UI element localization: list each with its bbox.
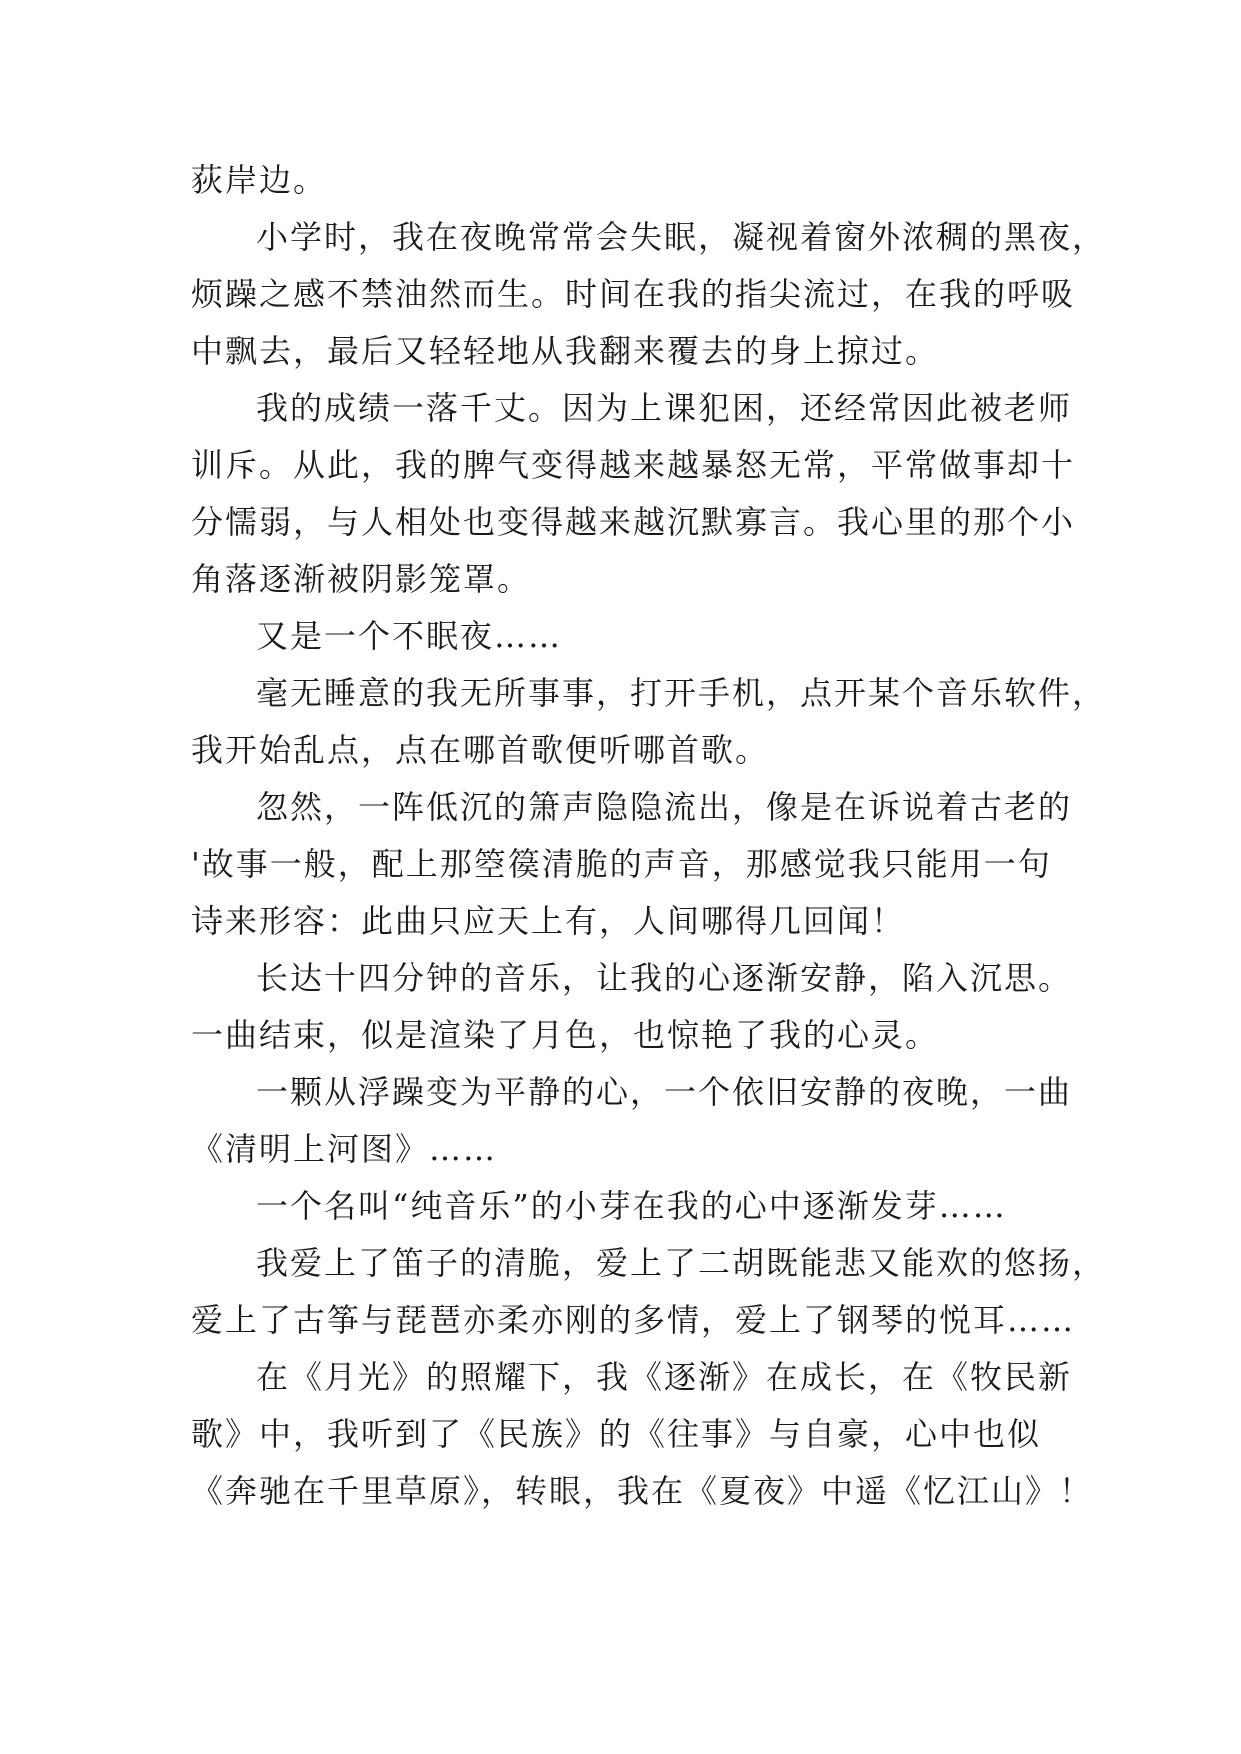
text-line: 训斥。从此，我的脾气变得越来越暴怒无常，平常做事却十 [191, 446, 1076, 484]
text-line: 歌》中，我听到了《民族》的《往事》与自豪，心中也似 [191, 1415, 1042, 1453]
text-line: 在《月光》的照耀下，我《逐渐》在成长，在《牧民新 [256, 1358, 1073, 1396]
text-line: 烦躁之感不禁油然而生。时间在我的指尖流过，在我的呼吸 [191, 275, 1076, 313]
text-line: 长达十四分钟的音乐，让我的心逐渐安静，陷入沉思。 [256, 959, 1073, 997]
text-line: 我爱上了笛子的清脆，爱上了二胡既能悲又能欢的悠扬， [256, 1244, 1107, 1282]
text-line: 小学时，我在夜晚常常会失眠，凝视着窗外浓稠的黑夜， [256, 218, 1107, 256]
text-line: 《奔驰在千里草原》，转眼，我在《夏夜》中遥《忆江山》！ [191, 1472, 1094, 1510]
text-line: 一颗从浮躁变为平静的心，一个依旧安静的夜晚，一曲 [256, 1073, 1073, 1111]
text-line: 忽然，一阵低沉的箫声隐隐流出，像是在诉说着古老的 [256, 788, 1073, 826]
text-line: 一个名叫“纯音乐”的小芽在我的心中逐渐发芽…… [256, 1187, 1007, 1225]
text-line: 毫无睡意的我无所事事，打开手机，点开某个音乐软件， [256, 674, 1107, 712]
text-line: 角落逐渐被阴影笼罩。 [191, 560, 532, 598]
text-line: 又是一个不眠夜…… [256, 617, 563, 655]
text-line: 诗来形容：此曲只应天上有，人间哪得几回闻！ [191, 902, 906, 940]
text-line: '故事一般，配上那箜篌清脆的声音，那感觉我只能用一句 [191, 845, 1052, 883]
text-line: 爱上了古筝与琵琶亦柔亦刚的多情，爱上了钢琴的悦耳…… [191, 1301, 1076, 1339]
text-line: 中飘去，最后又轻轻地从我翻来覆去的身上掠过。 [191, 332, 940, 370]
text-line: 《清明上河图》…… [191, 1130, 498, 1168]
text-line: 荻岸边。 [191, 161, 328, 199]
text-line: 一曲结束，似是渲染了月色，也惊艳了我的心灵。 [191, 1016, 940, 1054]
text-line: 分懦弱，与人相处也变得越来越沉默寡言。我心里的那个小 [191, 503, 1076, 541]
text-line: 我开始乱点，点在哪首歌便听哪首歌。 [191, 731, 770, 769]
body-text [191, 152, 1107, 1520]
text-line: 我的成绩一落千丈。因为上课犯困，还经常因此被老师 [256, 389, 1073, 427]
